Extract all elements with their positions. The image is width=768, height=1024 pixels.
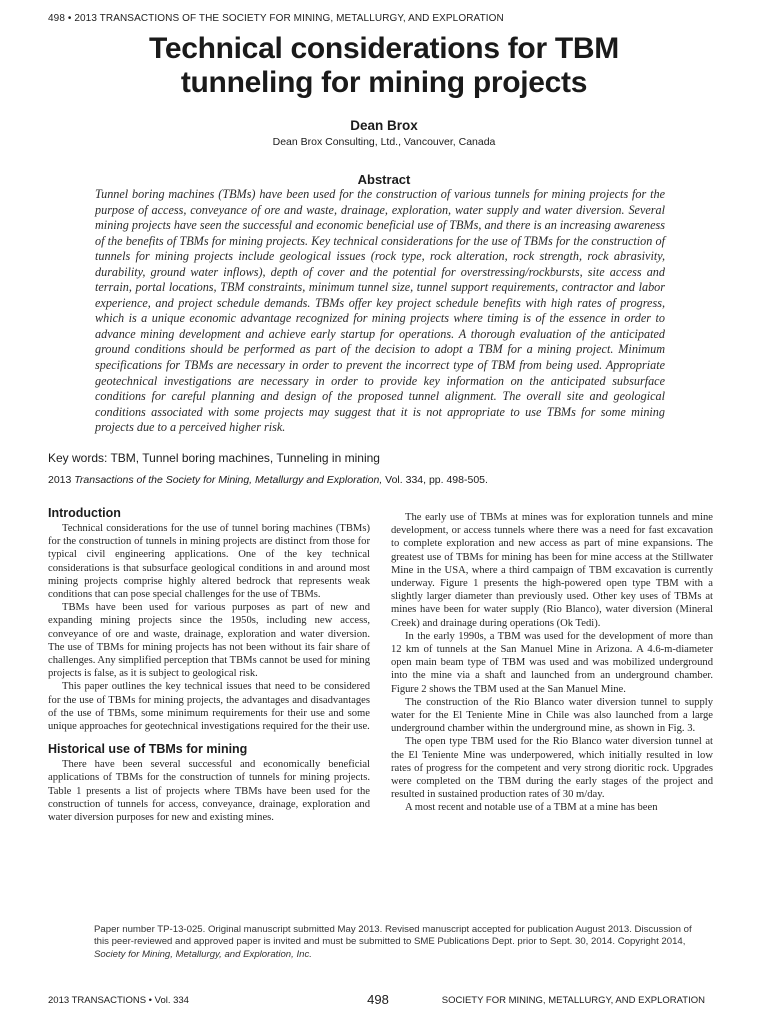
introduction-heading: Introduction (48, 506, 121, 520)
intro-paragraph-3: This paper outlines the key technical issues that need to be considered for the use of TBMs for mining projects, the advantages and disadvantages of the use of TBMs, some minimum requirements for their use and some unique approaches for geotechnical investigations required for the their use. (48, 681, 370, 733)
historical-heading: Historical use of TBMs for mining (48, 742, 248, 757)
citation-year: 2013 (48, 474, 72, 486)
author-affiliation: Dean Brox Consulting, Ltd., Vancouver, Canada (272, 136, 496, 148)
footnote-society: Society for Mining, Metallurgy, and Exploration, Inc. (94, 948, 312, 960)
footnote-text: Paper number TP-13-025. Original manuscript submitted May 2013. Revised manuscript accepted for publication August 2013. Discussion of this peer-reviewed and approved paper is invited and must be submitted to SME Publications Dept. prior to Sept. 30, 2014. Copyright 2014, (94, 924, 692, 948)
right-paragraph-2: In the early 1990s, a TBM was used for the development of more than 12 km of tunnels at the San Manuel Mine in Arizona. A 4.6-m-diameter open main beam type of TBM was used and was mobilized underground into the mine via a shaft and launched from an underground chamber. Figure 2 shows the TBM used at the San Manuel Mine. (391, 630, 713, 695)
keywords: Key words: TBM, Tunnel boring machines, Tunneling in mining (48, 451, 380, 465)
author-name: Dean Brox (350, 118, 418, 133)
abstract-heading: Abstract (357, 172, 411, 187)
right-paragraph-4: The open type TBM used for the Rio Blanco water diversion tunnel at the El Teniente Mine was underpowered, which initially resulted in low rates of progress for the competent and very strong dioritic rock. Upgrades were completed on the TBM during the early stages of the project and resulted in sustained production rates of 30 m/day. (391, 736, 713, 801)
intro-paragraph-2: TBMs have been used for various purposes as part of new and expanding mining projects since the 1950s, including new access, conveyance of ore and waste, drainage, exploration and water diversion. The use of TBMs for mining projects has not been without its fair share of challenges. Any simplified perception that TBMs cannot be used for mining projects is false, as it is subject to geological risk. (48, 602, 370, 680)
intro-paragraph-1: Technical considerations for the use of tunnel boring machines (TBMs) for the construction of tunnels in mining projects are distinct from those for typical civil engineering applications. One of the key technical considerations is that subsurface geological conditions in and around most mining projects comprise highly altered bedrock that represents weak conditions that can pose special challenges for the use of TBMs. (48, 523, 370, 601)
right-paragraph-1: The early use of TBMs at mines was for exploration tunnels and mine development, or access tunnels where there was a need for fast excavation to complete exploration and new access as part of mine expansions. The greatest use of TBMs for mining has been for mine access at the Stillwater Mine in the USA, where a third campaign of TBM excavation is currently underway. Figure 1 presents the high-powered open type TBM with a slightly larger diameter than previously used. Other key uses of TBMs at mines have been for water supply (Rio Blanco), water diversion (Mineral Creek) and drainage during operations (Ok Tedi). (391, 512, 713, 629)
right-paragraph-3: The construction of the Rio Blanco water diversion tunnel to supply water for the El Teniente Mine in Chile was also launched from a large underground chamber within the underground mine, as shown in Fig. 3. (391, 696, 713, 735)
body-column-left (48, 506, 370, 824)
citation-journal: Transactions of the Society for Mining, Metallurgy and Exploration, (74, 474, 383, 486)
title-line-2: tunneling for mining projects (180, 66, 588, 99)
citation (48, 474, 728, 486)
footnote (94, 924, 704, 961)
page-number: 498 (367, 992, 389, 1007)
running-header: 498 • 2013 TRANSACTIONS OF THE SOCIETY FOR MINING, METALLURGY, AND EXPLORATION (48, 13, 504, 24)
citation-volume: Vol. 334, pp. 498-505. (385, 474, 488, 486)
footer-left: 2013 TRANSACTIONS • Vol. 334 (48, 995, 189, 1006)
right-paragraph-5: A most recent and notable use of a TBM at a mine has been (405, 802, 658, 814)
body-column-right (391, 511, 713, 815)
footer-right: SOCIETY FOR MINING, METALLURGY, AND EXPLORATION (441, 995, 705, 1006)
page-title (40, 32, 728, 100)
title-line-1: Technical considerations for TBM (149, 32, 619, 65)
historical-paragraph-1: There have been several successful and economically beneficial applications of TBMs for the construction of tunnels for mining projects. Table 1 presents a list of projects where TBMs have been used for the construction of tunnels for access, conveyance, drainage, exploration and water diversion purposes for new and existing mines. (48, 759, 370, 824)
abstract-body: Tunnel boring machines (TBMs) have been used for the construction of various tunnels for mining projects for the purpose of access, conveyance of ore and waste, drainage, exploration, water supply and water diversion. Several mining projects have seen the successful and economic beneficial use of TBMs, and there is an increasing awareness of the benefits of TBMs for mining projects. Key technical considerations for the use of TBMs for the construction of tunnels for mining projects include geological issues (rock type, rock alteration, rock strength, rock abrasivity, durability, ground water inflows), depth of cover and the potential for overstressing/rockbursts, site access and terrain, portal locations, TBM constraints, minimum tunnel size, tunnel support requirements, contractor and labor experience, and project schedule demands. TBMs offer key project schedule benefits with high rates of progress, which is a unique economic advantage recognized for mining projects where timing is of the essence in order to advance mining development and achieve early startup for operations. A thorough evaluation of the anticipated ground conditions should be performed as part of the decision to adopt a TBM for a mining project. Minimum specifications for TBMs are necessary in order to prevent the incorrect type of TBM from being used. Appropriate geotechnical investigations are necessary in order to provide key information on the anticipated subsurface conditions for careful planning and design of the proposed tunnel alignment. The overall site and geological conditions associated with some projects may suggest that it is not appropriate to use TBMs for some mining projects due to a perceived higher risk. (95, 187, 665, 435)
